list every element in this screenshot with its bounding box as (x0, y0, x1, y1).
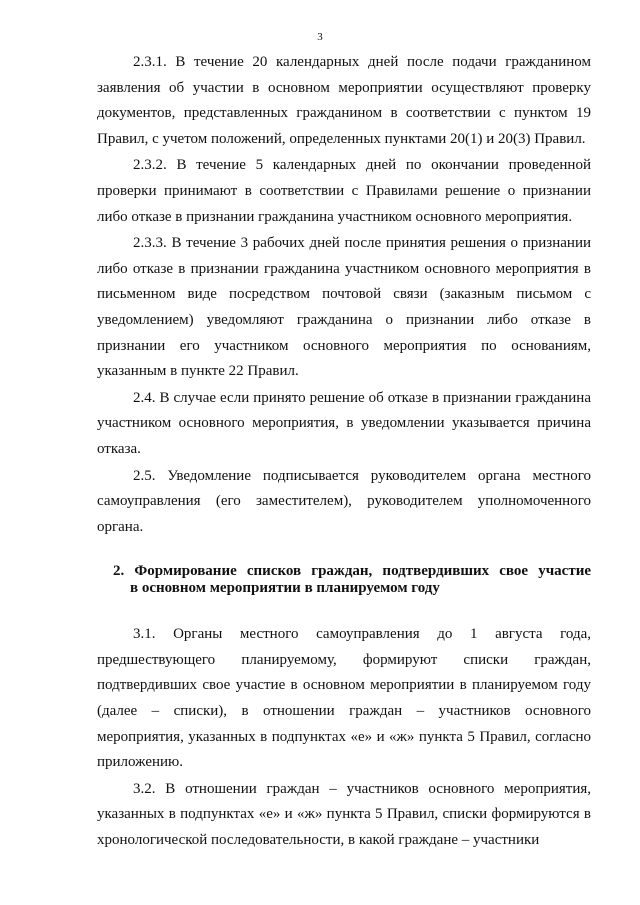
paragraph-2-3-3: 2.3.3. В течение 3 рабочих дней после принятия решения о признании либо отказе в признании гражданина участником основного мероприятия в письменном виде посредством почтовой связи (заказным письмом с уведомлением) уведомляют гражданина о признании либо отказе в признании его участником основного мероприятия по основаниям, указанным в пункте 22 Правил. (97, 235, 591, 380)
paragraph-2-3-2: 2.3.2. В течение 5 календарных дней по окончании проведенной проверки принимают в соответствии с Правилами решение о признании либо отказе в признании гражданина участником основного мероприятия. (97, 157, 591, 225)
section-heading (97, 563, 591, 597)
page-number: 3 (317, 31, 323, 43)
paragraph-2-5: 2.5. Уведомление подписывается руководителем органа местного самоуправления (его заместителем), руководителем уполномоченного органа. (97, 467, 591, 535)
section-heading-line1: 2. Формирование списков граждан, подтвердивших свое участие (113, 563, 591, 580)
paragraph-2-4: 2.4. В случае если принято решение об отказе в признании гражданина участником основного мероприятия, в уведомлении указывается причина отказа. (97, 389, 591, 457)
section-heading-line2: в основном мероприятии в планируемом году (130, 580, 440, 597)
paragraph-2-3-1: 2.3.1. В течение 20 календарных дней после подачи гражданином заявления об участии в основном мероприятии осуществляют проверку документов, представленных гражданином в соответствии с пунктом 19 Правил, с учетом положений, определенных пунктами 20(1) и 20(3) Правил. (97, 54, 591, 147)
paragraph-3-2: 3.2. В отношении граждан – участников основного мероприятия, указанных в подпунктах «е» и «ж» пункта 5 Правил, списки формируются в хронологической последовательности, в какой граждане – участники (97, 780, 591, 849)
document-body (97, 50, 591, 854)
paragraph-3-1: 3.1. Органы местного самоуправления до 1 августа года, предшествующего планируемому, формируют списки граждан, подтвердивших свое участие в основном мероприятии в планируемом году (далее – списки), в отношении граждан – участников основного мероприятия, указанных в подпунктах «е» и «ж» пункта 5 Правил, согласно приложению. (97, 626, 591, 771)
